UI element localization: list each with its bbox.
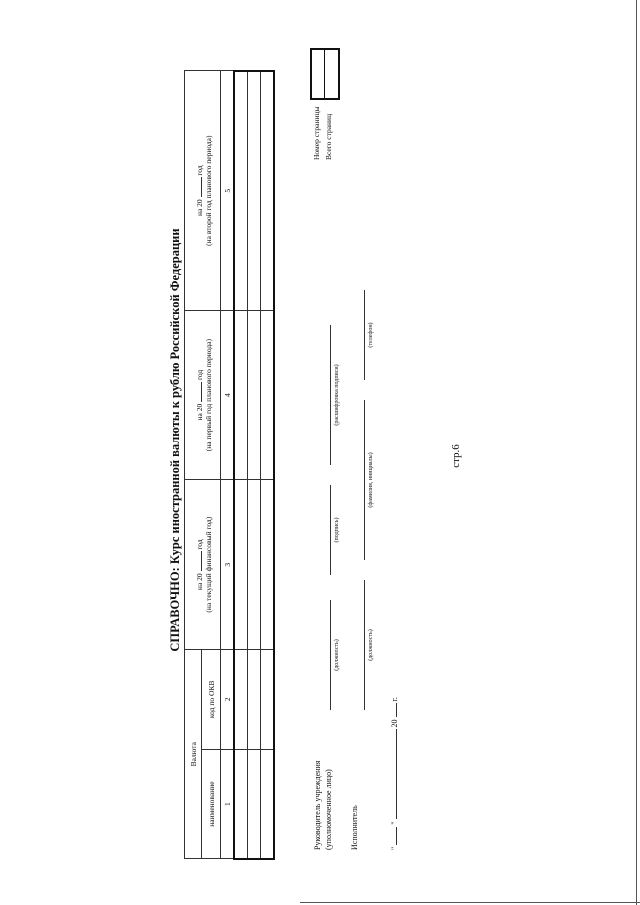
page-edge-bottom bbox=[300, 902, 640, 903]
head-label: Руководитель учреждения (уполномоченное лицо) bbox=[313, 760, 333, 850]
cell-rate-current[interactable] bbox=[234, 480, 248, 650]
cell-okv[interactable] bbox=[248, 649, 261, 749]
date-day-line[interactable] bbox=[388, 827, 397, 845]
page-edge-right bbox=[636, 0, 637, 905]
head-decoding-line[interactable] bbox=[330, 325, 331, 465]
colnum-5: 5 bbox=[221, 71, 235, 310]
header-col5: на 20 год (на второй год планового периода) bbox=[185, 71, 221, 310]
executor-name-line[interactable] bbox=[364, 400, 365, 560]
header-okv: код по ОКВ bbox=[202, 649, 221, 749]
pages-box[interactable] bbox=[310, 48, 340, 100]
caption-name-initials: (фамилия, инициалы) bbox=[368, 452, 374, 508]
caption-signature: (подпись) bbox=[334, 517, 340, 543]
caption-position2: (должность) bbox=[368, 629, 374, 661]
caption-position: (должность) bbox=[334, 639, 340, 671]
cell-okv[interactable] bbox=[261, 649, 275, 749]
cell-name[interactable] bbox=[261, 749, 275, 859]
rotated-form bbox=[90, 70, 430, 860]
cell-rate-plan1[interactable] bbox=[261, 310, 275, 480]
executor-position-line[interactable] bbox=[364, 580, 365, 710]
caption-phone: (телефон) bbox=[368, 322, 374, 348]
cell-okv[interactable] bbox=[234, 649, 248, 749]
caption-decoding: (расшифровка подписи) bbox=[334, 364, 340, 426]
header-name: наименование bbox=[202, 749, 221, 859]
form-content bbox=[90, 70, 430, 860]
header-col3: на 20 год (на текущий финансовый год) bbox=[185, 480, 221, 650]
exchange-rate-table bbox=[184, 70, 275, 860]
cell-name[interactable] bbox=[234, 749, 248, 859]
head-signature-line[interactable] bbox=[330, 485, 331, 575]
head-position-line[interactable] bbox=[330, 600, 331, 710]
cell-name[interactable] bbox=[248, 749, 261, 859]
signature-block bbox=[290, 70, 410, 860]
date-line: " " 20 г. bbox=[390, 697, 399, 850]
cell-rate-plan1[interactable] bbox=[248, 310, 261, 480]
header-col4: на 20 год (на первый год планового периода) bbox=[185, 310, 221, 480]
reference-title: СПРАВОЧНО: Курс иностранной валюты к рублю Российской Федерации bbox=[168, 228, 182, 652]
page-number-label: Номер страницы bbox=[312, 106, 321, 160]
executor-phone-line[interactable] bbox=[364, 290, 365, 380]
cell-rate-current[interactable] bbox=[261, 480, 275, 650]
cell-rate-plan2[interactable] bbox=[234, 71, 248, 310]
date-month-line[interactable] bbox=[388, 729, 397, 819]
cell-rate-plan1[interactable] bbox=[234, 310, 248, 480]
colnum-1: 1 bbox=[221, 749, 235, 859]
date-year-line[interactable] bbox=[388, 703, 397, 717]
colnum-3: 3 bbox=[221, 480, 235, 650]
colnum-2: 2 bbox=[221, 649, 235, 749]
header-currency: Валюта bbox=[185, 649, 202, 859]
executor-label: Исполнитель bbox=[350, 805, 359, 850]
cell-rate-plan2[interactable] bbox=[248, 71, 261, 310]
total-pages-label: Всего страниц bbox=[324, 113, 333, 160]
cell-rate-plan2[interactable] bbox=[261, 71, 275, 310]
pages-box-divider bbox=[324, 50, 325, 98]
page-number: стр.6 bbox=[450, 444, 462, 468]
cell-rate-current[interactable] bbox=[248, 480, 261, 650]
colnum-4: 4 bbox=[221, 310, 235, 480]
